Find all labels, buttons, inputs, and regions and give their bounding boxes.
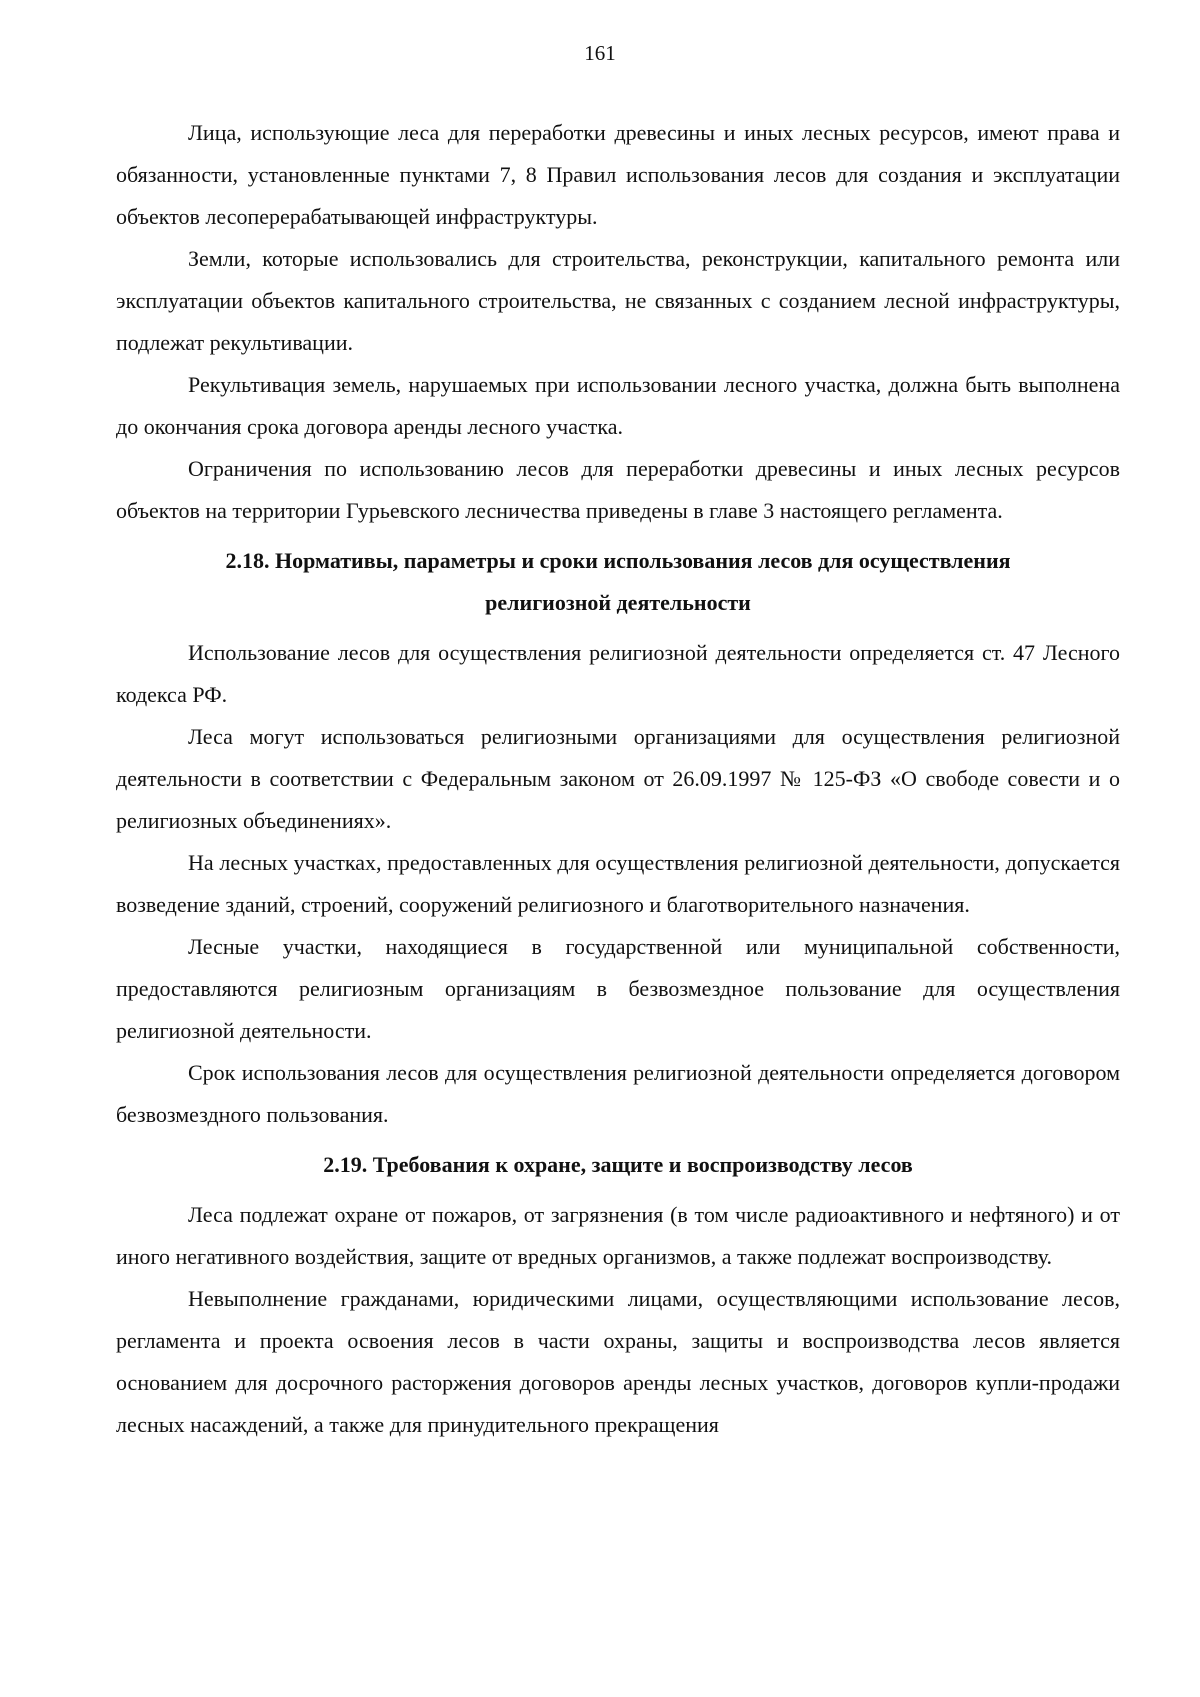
paragraph: На лесных участках, предоставленных для осуществления религиозной деятельности, допускается возведение зданий, строений, сооружений религиозного и благотворительного назначения. xyxy=(116,850,1120,917)
section-heading-2-18: 2.18. Нормативы, параметры и сроки использования лесов для осуществления религиозной деятельности xyxy=(225,548,1011,615)
paragraph: Ограничения по использованию лесов для переработки древесины и иных лесных ресурсов объектов на территории Гурьевского лесничества приведены в главе 3 настоящего регламента. xyxy=(116,456,1120,523)
paragraph: Леса могут использоваться религиозными организациями для осуществления религиозной деятельности в соответствии с Федеральным законом от 26.09.1997 № 125-ФЗ «О свободе совести и о религиозных объединениях». xyxy=(116,724,1120,833)
paragraph: Лица, использующие леса для переработки древесины и иных лесных ресурсов, имеют права и обязанности, установленные пунктами 7, 8 Правил использования лесов для создания и эксплуатации объектов лесоперерабатывающей инфраструктуры. xyxy=(116,120,1120,229)
paragraph: Лесные участки, находящиеся в государственной или муниципальной собственности, предоставляются религиозным организациям в безвозмездное пользование для осуществления религиозной деятельности. xyxy=(116,934,1120,1043)
paragraph: Леса подлежат охране от пожаров, от загрязнения (в том числе радиоактивного и нефтяного) и от иного негативного воздействия, защите от вредных организмов, а также подлежат воспроизводству. xyxy=(116,1202,1120,1269)
page-content xyxy=(116,112,1120,1446)
section-heading-2-19: 2.19. Требования к охране, защите и воспроизводству лесов xyxy=(323,1152,913,1177)
page-number: 161 xyxy=(584,41,616,65)
paragraph: Использование лесов для осуществления религиозной деятельности определяется ст. 47 Лесного кодекса РФ. xyxy=(116,640,1120,707)
paragraph: Земли, которые использовались для строительства, реконструкции, капитального ремонта или эксплуатации объектов капитального строительства, не связанных с созданием лесной инфраструктуры, подлежат рекультивации. xyxy=(116,246,1120,355)
paragraph: Срок использования лесов для осуществления религиозной деятельности определяется договором безвозмездного пользования. xyxy=(116,1060,1120,1127)
paragraph: Невыполнение гражданами, юридическими лицами, осуществляющими использование лесов, регламента и проекта освоения лесов в части охраны, защиты и воспроизводства лесов является основанием для досрочного расторжения договоров аренды лесных участков, договоров купли-продажи лесных насаждений, а также для принудительного прекращения xyxy=(116,1286,1120,1437)
paragraph: Рекультивация земель, нарушаемых при использовании лесного участка, должна быть выполнена до окончания срока договора аренды лесного участка. xyxy=(116,372,1120,439)
